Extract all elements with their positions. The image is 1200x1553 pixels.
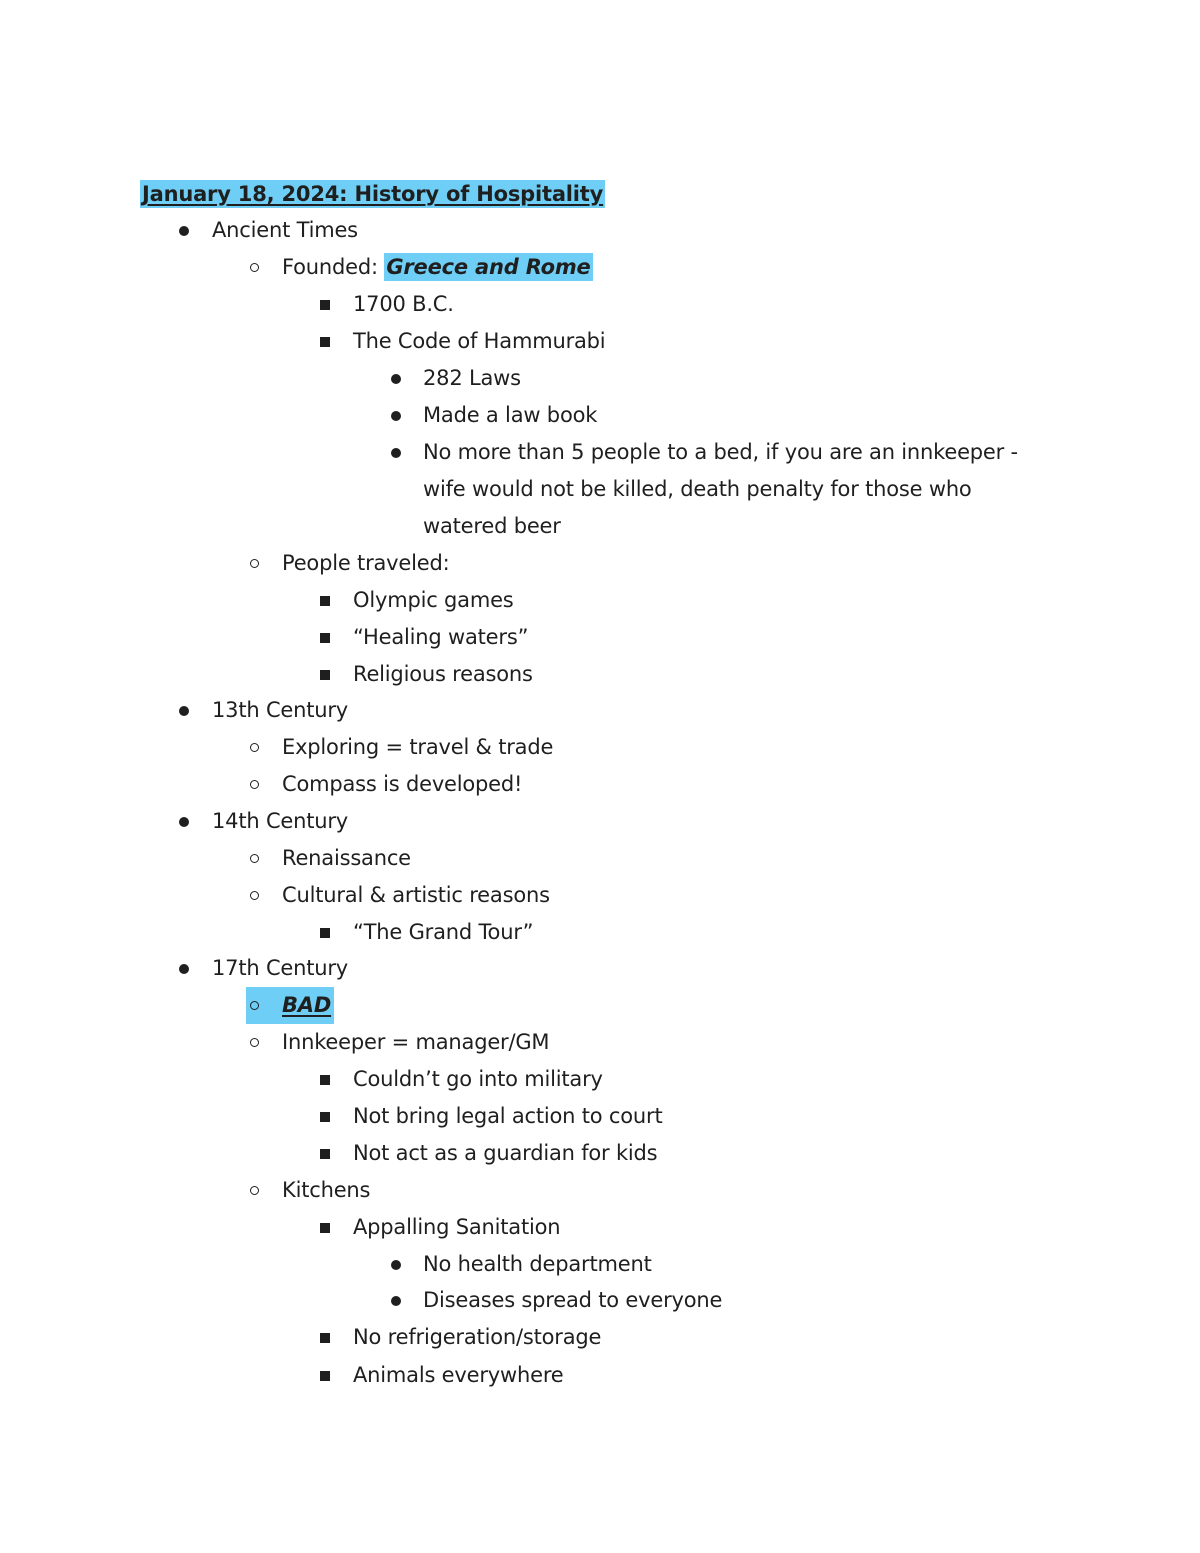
bullet-circle-icon	[250, 1001, 259, 1010]
bullet-circle-icon	[250, 891, 259, 900]
list-item-grand-tour: “The Grand Tour”	[0, 914, 1200, 951]
bullet-dot-icon	[391, 1260, 401, 1270]
list-item-people-traveled: People traveled:	[0, 545, 1200, 582]
title-highlight: January 18, 2024: History of Hospitality	[142, 182, 604, 206]
bullet-dot-icon	[179, 706, 189, 716]
founded-label: Founded:	[282, 255, 385, 279]
bullet-dot-icon	[391, 411, 401, 421]
bullet-square-icon	[320, 1112, 330, 1122]
list-item-founded	[0, 249, 1200, 286]
bullet-square-icon	[320, 1223, 330, 1233]
bullet-circle-icon	[250, 1186, 259, 1195]
list-item-refrigeration: No refrigeration/storage	[0, 1319, 1200, 1356]
list-item-sanitation: Appalling Sanitation	[0, 1209, 1200, 1246]
bullet-square-icon	[320, 670, 330, 680]
bullet-square-icon	[320, 633, 330, 643]
bullet-square-icon	[320, 300, 330, 310]
list-item-ancient-times: Ancient Times	[0, 212, 1200, 249]
list-item-bad: BAD	[0, 987, 1200, 1024]
list-item-law-book: Made a law book	[0, 397, 1200, 434]
bullet-circle-icon	[250, 780, 259, 789]
bullet-dot-icon	[391, 374, 401, 384]
bullet-circle-icon	[250, 743, 259, 752]
bullet-circle-icon	[250, 559, 259, 568]
list-item-innkeeper: Innkeeper = manager/GM	[0, 1024, 1200, 1061]
bullet-circle-icon	[250, 263, 259, 272]
list-item-13th-century: 13th Century	[0, 692, 1200, 729]
list-item-guardian: Not act as a guardian for kids	[0, 1135, 1200, 1172]
list-item-code-hammurabi: The Code of Hammurabi	[0, 323, 1200, 360]
bullet-dot-icon	[179, 964, 189, 974]
bullet-square-icon	[320, 1149, 330, 1159]
list-item-legal: Not bring legal action to court	[0, 1098, 1200, 1135]
list-item-kitchens: Kitchens	[0, 1172, 1200, 1209]
list-item-renaissance: Renaissance	[0, 840, 1200, 877]
list-item-no-more-than: No more than 5 people to a bed, if you are an innkeeper -	[0, 434, 1200, 471]
document-title	[140, 176, 605, 213]
list-item-health-dept: No health department	[0, 1246, 1200, 1283]
founded-value-highlight: Greece and Rome	[386, 255, 591, 279]
list-item-17th-century: 17th Century	[0, 950, 1200, 987]
list-item-no-more-than-line2: wife would not be killed, death penalty for those who	[423, 477, 972, 501]
list-item-compass: Compass is developed!	[0, 766, 1200, 803]
bullet-dot-icon	[391, 1296, 401, 1306]
list-item-olympic: Olympic games	[0, 582, 1200, 619]
bullet-square-icon	[320, 1075, 330, 1085]
list-item-military: Couldn’t go into military	[0, 1061, 1200, 1098]
list-item-exploring: Exploring = travel & trade	[0, 729, 1200, 766]
bullet-circle-icon	[250, 854, 259, 863]
list-item-animals: Animals everywhere	[0, 1357, 1200, 1394]
list-item-282-laws: 282 Laws	[0, 360, 1200, 397]
list-item-healing: “Healing waters”	[0, 619, 1200, 656]
bullet-dot-icon	[179, 226, 189, 236]
list-item-religious: Religious reasons	[0, 656, 1200, 693]
list-item-diseases: Diseases spread to everyone	[0, 1282, 1200, 1319]
bullet-square-icon	[320, 1371, 330, 1381]
bullet-square-icon	[320, 337, 330, 347]
bullet-square-icon	[320, 928, 330, 938]
bullet-square-icon	[320, 596, 330, 606]
bullet-circle-icon	[250, 1038, 259, 1047]
list-item-1700bc: 1700 B.C.	[0, 286, 1200, 323]
list-item-cultural: Cultural & artistic reasons	[0, 877, 1200, 914]
list-item-14th-century: 14th Century	[0, 803, 1200, 840]
bullet-square-icon	[320, 1333, 330, 1343]
bullet-dot-icon	[179, 817, 189, 827]
list-item-no-more-than-line3: watered beer	[423, 514, 561, 538]
bullet-dot-icon	[391, 448, 401, 458]
